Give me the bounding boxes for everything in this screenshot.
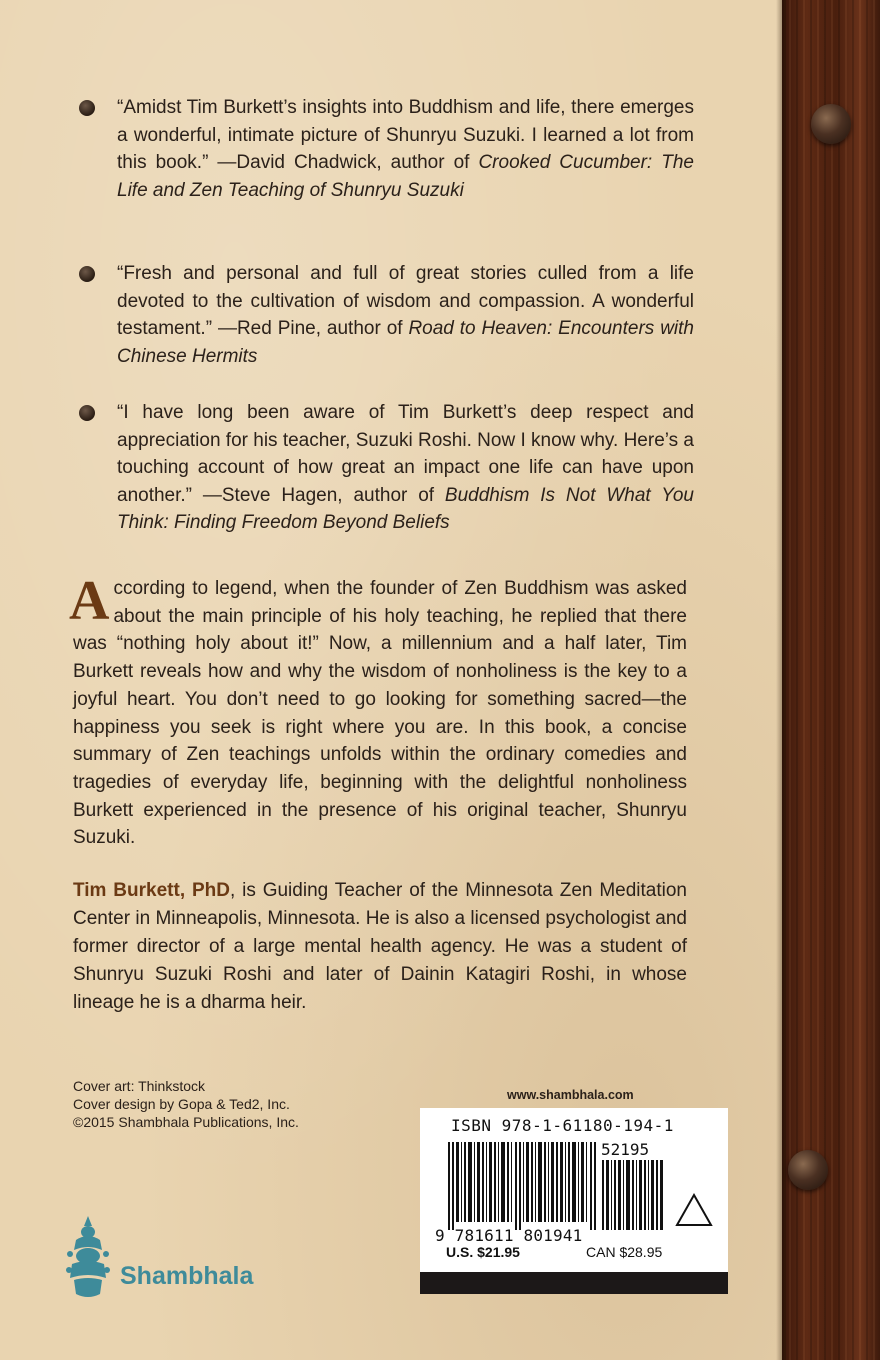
price-us: U.S. $21.95 xyxy=(446,1244,520,1260)
ean-barcode-icon xyxy=(448,1142,596,1230)
triangle-icon xyxy=(674,1192,714,1228)
author-name: Tim Burkett, PhD xyxy=(73,880,230,901)
quote-book-title: Road to Heaven: Encounters with Chinese Hermits xyxy=(117,318,694,367)
bullet-icon xyxy=(79,405,95,421)
bullet-icon xyxy=(79,100,95,116)
quote-text: “I have long been aware of Tim Burkett’s deep respect and appreciation for his teacher, Suzuki Roshi. Now I know why. Here’s a touching account of how great an impact one life can have upon another.” —Steve Hagen, author of xyxy=(117,402,694,506)
bullet-icon xyxy=(79,266,95,282)
cover-art-credit: Cover art: Thinkstock xyxy=(73,1078,206,1094)
quote-book-title: Crooked Cucumber: The Life and Zen Teaching of Shunryu Suzuki xyxy=(117,152,694,201)
book-description xyxy=(69,570,687,852)
author-bio xyxy=(73,877,687,1017)
paper-edge-shadow xyxy=(776,0,786,1360)
quote-text: “Fresh and personal and full of great stories culled from a life devoted to the cultivation of wisdom and compassion. A wonderful testament.” —Red Pine, author of xyxy=(117,263,694,340)
rivet-icon xyxy=(788,1150,828,1190)
publisher-logo-text: Shambhala xyxy=(120,1262,254,1290)
quote-text: “Amidst Tim Burkett’s insights into Buddhism and life, there emerges a wonderful, intimate picture of Shunryu Suzuki. I learned a lot from this book.” —David Chadwick, author of xyxy=(117,97,694,174)
drop-cap: A xyxy=(69,570,110,632)
cover-credits xyxy=(73,1077,299,1131)
endorsement-quote-3 xyxy=(84,399,694,537)
quote-book-title: Buddhism Is Not What You Think: Finding Freedom Beyond Beliefs xyxy=(117,484,694,534)
cover-design-credit: Cover design by Gopa & Ted2, Inc. xyxy=(73,1096,290,1112)
shambhala-logo-icon xyxy=(66,1214,110,1300)
publisher-url[interactable]: www.shambhala.com xyxy=(507,1088,634,1102)
ean-number: 9 781611 801941 xyxy=(435,1226,583,1245)
copyright-notice: ©2015 Shambhala Publications, Inc. xyxy=(73,1114,299,1130)
endorsement-quote-2 xyxy=(84,260,694,370)
rivet-icon xyxy=(811,104,851,144)
price-can: CAN $28.95 xyxy=(586,1244,663,1260)
endorsement-quote-1 xyxy=(84,94,694,204)
description-text: ccording to legend, when the founder of Zen Buddhism was asked about the main principle of his holy teaching, he replied that there was “nothing holy about it!” Now, a millennium and a half later, Tim Burkett reveals how and why the wisdom of nonholiness is the key to a joyful heart. You don’t need to go looking for something sacred—the happiness you seek is right where you are. In this book, a concise summary of Zen teachings unfolds within the ordinary comedies and tragedies of everyday life, beginning with the delightful nonholiness Burkett experienced in the presence of his original teacher, Shunryu Suzuki. xyxy=(73,578,687,849)
isbn-label: ISBN 978-1-61180-194-1 xyxy=(451,1116,674,1135)
barcode-box xyxy=(420,1108,728,1272)
barcode-footer-bar xyxy=(420,1272,728,1294)
bio-text: , is Guiding Teacher of the Minnesota Zen Meditation Center in Minneapolis, Minnesota. He is also a licensed psychologist and former director of a large mental health agency. He was a student of Shunryu Suzuki Roshi and later of Dainin Katagiri Roshi, in whose lineage he is a dharma heir. xyxy=(73,880,687,1013)
addon-price-code: 52195 xyxy=(601,1140,650,1159)
addon-barcode-icon xyxy=(602,1160,664,1230)
